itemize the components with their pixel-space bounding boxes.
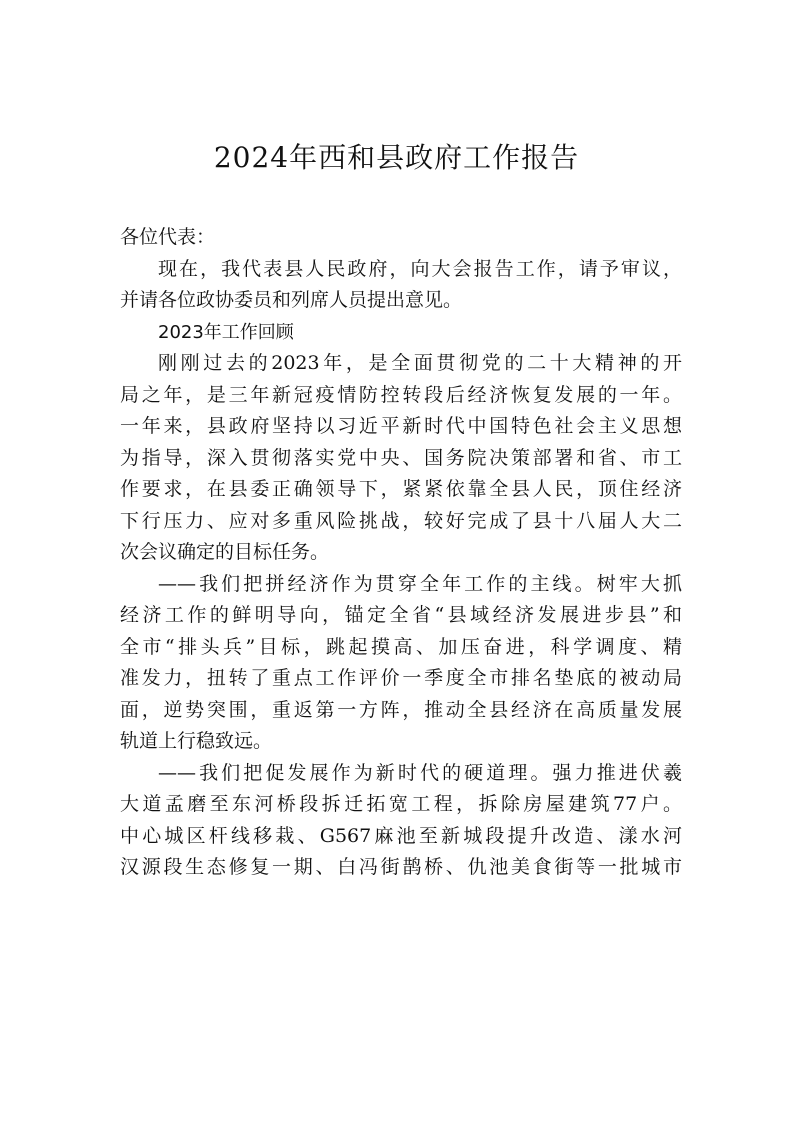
paragraph3-line-4: 汉源段生态修复一期、白冯街鹊桥、仇池美食街等一批城市 [120, 856, 682, 878]
paragraph3-line-1: ——我们把促发展作为新时代的硬道理。强力推进伏羲 [158, 761, 682, 784]
paragraph2-line-4: 准发力，扭转了重点工作评价一季度全市排名垫底的被动局 [120, 667, 682, 689]
intro-line-2: 并请各位政协委员和列席人员提出意见。 [120, 289, 463, 311]
paragraph1-line-3: 一年来，县政府坚持以习近平新时代中国特色社会主义思想 [120, 415, 682, 437]
document-body [120, 222, 682, 884]
paragraph1-line-5: 作要求，在县委正确领导下，紧紧依靠全县人民，顶住经济 [120, 478, 682, 500]
paragraph2-line-1: ——我们把拼经济作为贯穿全年工作的主线。树牢大抓 [158, 572, 682, 595]
paragraph1-line-6: 下行压力、应对多重风险挑战，较好完成了县十八届人大二 [120, 509, 682, 532]
paragraph2-line-2: 经济工作的鲜明导向，锚定全省“县域经济发展进步县”和 [120, 604, 682, 626]
paragraph1-line-1: 刚刚过去的2023年，是全面贯彻党的二十大精神的开 [158, 352, 682, 374]
paragraph2-line-6: 轨道上行稳致远。 [120, 730, 273, 752]
paragraph1-line-2: 局之年，是三年新冠疫情防控转段后经济恢复发展的一年。 [120, 383, 682, 406]
paragraph1-line-4: 为指导，深入贯彻落实党中央、国务院决策部署和省、市工 [120, 446, 682, 469]
paragraph2-line-5: 面，逆势突围，重返第一方阵，推动全县经济在高质量发展 [120, 698, 682, 721]
paragraph1-line-7: 次会议确定的目标任务。 [120, 541, 330, 563]
paragraph3-line-2: 大道孟磨至东河桥段拆迁拓宽工程，拆除房屋建筑77户。 [120, 793, 682, 815]
salutation: 各位代表： [120, 226, 216, 248]
paragraph2-line-3: 全市“排头兵”目标，跳起摸高、加压奋进，科学调度、精 [120, 635, 682, 658]
document-title: 2024年西和县政府工作报告 [213, 141, 580, 174]
paragraph3-line-3: 中心城区杆线移栽、G567麻池至新城段提升改造、漾水河 [120, 824, 682, 847]
intro-line-1: 现在，我代表县人民政府，向大会报告工作，请予审议， [158, 257, 682, 280]
section-heading: 2023年工作回顾 [158, 321, 294, 343]
